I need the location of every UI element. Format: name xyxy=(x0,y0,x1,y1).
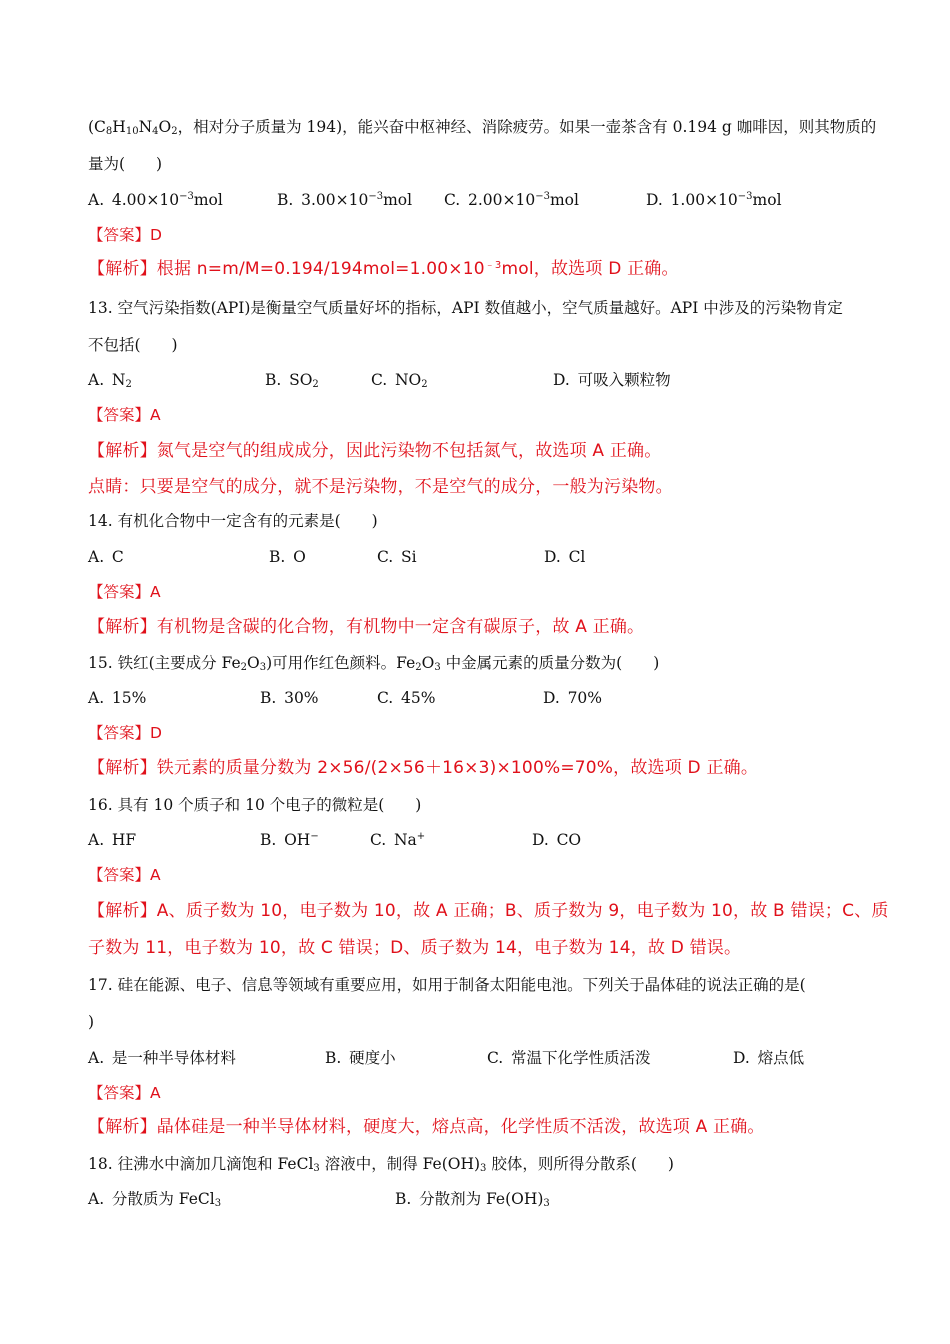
q16-option-a: A. HF xyxy=(88,831,137,849)
q14-option-b: B. O xyxy=(269,548,306,566)
q15-option-c: C. 45% xyxy=(377,689,436,707)
q15-option-d: D. 70% xyxy=(543,689,603,707)
q14-option-d: D. Cl xyxy=(544,548,586,566)
q14-option-c: C. Si xyxy=(377,548,417,566)
q17-option-b: B. 硬度小 xyxy=(325,1049,396,1067)
q18-option-b: B. 分散剂为 $Fe(OH)_3$ xyxy=(395,1190,550,1209)
q13-stem-line2: 不包括( ) xyxy=(88,336,178,354)
q13-answer: 【答案】A xyxy=(88,406,161,424)
q15-explanation: 【解析】铁元素的质量分数为 2×56/(2×56＋16×3)×100%=70%，故选项 D 正确。 xyxy=(88,758,759,778)
q12-option-a: A. $4.00\times 10^{-3}mol$ xyxy=(88,191,223,209)
q14-explanation: 【解析】有机物是含碳的化合物，有机物中一定含有碳原子，故 A 正确。 xyxy=(88,617,645,637)
q16-option-d: D. CO xyxy=(532,831,582,849)
q12-stem-line1: ($C_8H_{10}N_4O_2$，相对分子质量为 194)，能兴奋中枢神经、消除疲劳。如果一壶茶含有 0.194 g 咖啡因，则其物质的 xyxy=(88,118,877,137)
q16-explanation-line2: 子数为 11，电子数为 10，故 C 错误；D、质子数为 14，电子数为 14，故 D 错误。 xyxy=(88,938,742,958)
q17-option-d: D. 熔点低 xyxy=(733,1049,805,1067)
q12-option-b: B. $3.00\times 10^{-3}mol$ xyxy=(277,191,413,209)
q12-option-c: C. $2.00\times 10^{-3}mol$ xyxy=(444,191,579,209)
q17-stem-line2: ) xyxy=(88,1013,95,1031)
q17-explanation: 【解析】晶体硅是一种半导体材料，硬度大，熔点高，化学性质不活泼，故选项 A 正确。 xyxy=(88,1117,765,1137)
q16-stem: 16. 具有 10 个质子和 10 个电子的微粒是( ) xyxy=(88,796,422,814)
q14-stem: 14. 有机化合物中一定含有的元素是( ) xyxy=(88,512,378,530)
q13-option-d: D. 可吸入颗粒物 xyxy=(553,371,671,389)
q12-option-d: D. $1.00\times 10^{-3}mol$ xyxy=(646,191,782,209)
q13-note: 点睛：只要是空气的成分，就不是污染物，不是空气的成分，一般为污染物。 xyxy=(88,477,673,497)
q17-option-c: C. 常温下化学性质活泼 xyxy=(487,1049,651,1067)
q16-answer: 【答案】A xyxy=(88,866,161,884)
q16-option-b: B. OH− xyxy=(260,831,319,849)
q18-stem: 18. 往沸水中滴加几滴饱和 FeCl$_3$ 溶液中，制得 $Fe(OH)_3$ 胶体，则所得分散系( ) xyxy=(88,1155,674,1174)
q14-option-a: A. C xyxy=(88,548,124,566)
q16-option-c: C. Na+ xyxy=(370,831,426,849)
q18-option-a: A. 分散质为 FeCl$_3$ xyxy=(88,1190,222,1209)
q13-option-c: C. $NO_2$ xyxy=(371,371,428,390)
q17-stem-line1: 17. 硅在能源、电子、信息等领域有重要应用，如用于制备太阳能电池。下列关于晶体硅的说法正确的是( xyxy=(88,976,806,994)
q15-stem: 15. 铁红(主要成分 $Fe_2O_3$)可用作红色颜料。$Fe_2O_3$ 中金属元素的质量分数为( ) xyxy=(88,654,660,673)
q13-option-a: A. $N_2$ xyxy=(88,371,132,390)
q12-stem-line2: 量为( ) xyxy=(88,155,163,173)
q13-explanation: 【解析】氮气是空气的组成成分，因此污染物不包括氮气，故选项 A 正确。 xyxy=(88,441,662,461)
q16-explanation-line1: 【解析】A、质子数为 10，电子数为 10，故 A 正确；B、质子数为 9，电子数为 10，故 B 错误；C、质 xyxy=(88,901,889,921)
q12-explanation: 【解析】根据 $n=m/M=0.194/194mol=1.00\times 10^{﹣3}mol$，故选项 D 正确。 xyxy=(88,259,679,279)
q14-answer: 【答案】A xyxy=(88,583,161,601)
q15-answer: 【答案】D xyxy=(88,724,162,742)
q17-answer: 【答案】A xyxy=(88,1084,161,1102)
q15-option-b: B. 30% xyxy=(260,689,319,707)
q13-stem-line1: 13. 空气污染指数(API)是衡量空气质量好坏的指标，API 数值越小，空气质量越好。API 中涉及的污染物肯定 xyxy=(88,299,843,317)
q17-option-a: A. 是一种半导体材料 xyxy=(88,1049,236,1067)
q12-answer: 【答案】D xyxy=(88,226,162,244)
q13-option-b: B. $SO_2$ xyxy=(265,371,319,390)
q15-option-a: A. 15% xyxy=(88,689,147,707)
